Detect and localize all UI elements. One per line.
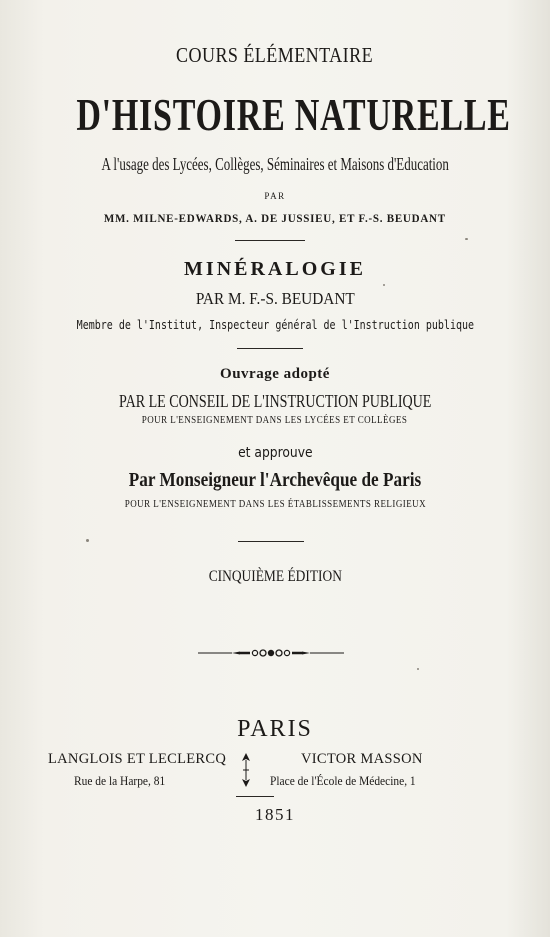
divider-rule bbox=[235, 240, 305, 241]
archbishop-line: Par Monseigneur l'Archevêque de Paris bbox=[128, 469, 422, 491]
divider-rule bbox=[238, 541, 304, 542]
paper-speck bbox=[465, 238, 468, 240]
city: PARIS bbox=[237, 716, 313, 742]
subject-title: MINÉRALOGIE bbox=[184, 258, 366, 280]
author-credentials: Membre de l'Institut, Inspecteur général de l'Instruction publique bbox=[76, 317, 474, 332]
paper-speck bbox=[86, 539, 89, 542]
authors: MM. MILNE-EDWARDS, A. DE JUSSIEU, ET F.-S. BEUDANT bbox=[103, 211, 446, 225]
paper-speck bbox=[383, 284, 385, 286]
archbishop-purpose: POUR L'ENSEIGNEMENT DANS LES ÉTABLISSEMENTS RELIGIEUX bbox=[124, 499, 426, 510]
council-purpose: POUR L'ENSEIGNEMENT DANS LES LYCÉES ET COLLÈGES bbox=[142, 415, 408, 426]
by-label: PAR bbox=[264, 191, 286, 201]
publisher-right-address: Place de l'École de Médecine, 1 bbox=[270, 773, 416, 788]
subject-author: PAR M. F.-S. BEUDANT bbox=[195, 289, 355, 308]
publisher-right-name: VICTOR MASSON bbox=[301, 751, 423, 767]
edition: CINQUIÈME ÉDITION bbox=[208, 568, 342, 585]
divider-rule bbox=[236, 796, 274, 797]
publication-year: 1851 bbox=[255, 805, 295, 824]
title-line-1: COURS ÉLÉMENTAIRE bbox=[176, 43, 374, 67]
vertical-arrow-separator-icon bbox=[239, 752, 253, 788]
approval-line: et approuve bbox=[237, 445, 313, 461]
ornamental-rule-icon bbox=[198, 645, 344, 661]
main-title: D'HISTOIRE NATURELLE bbox=[76, 89, 511, 140]
usage-subtitle: A l'usage des Lycées, Collèges, Séminaires et Maisons d'Education bbox=[101, 154, 449, 174]
council-line: PAR LE CONSEIL DE L'INSTRUCTION PUBLIQUE bbox=[118, 391, 432, 411]
adoption-heading: Ouvrage adopté bbox=[220, 366, 330, 382]
paper-speck bbox=[417, 668, 419, 670]
publisher-left-address: Rue de la Harpe, 81 bbox=[74, 773, 166, 788]
divider-rule bbox=[237, 348, 303, 349]
publisher-left-name: LANGLOIS ET LECLERCQ bbox=[48, 751, 227, 767]
